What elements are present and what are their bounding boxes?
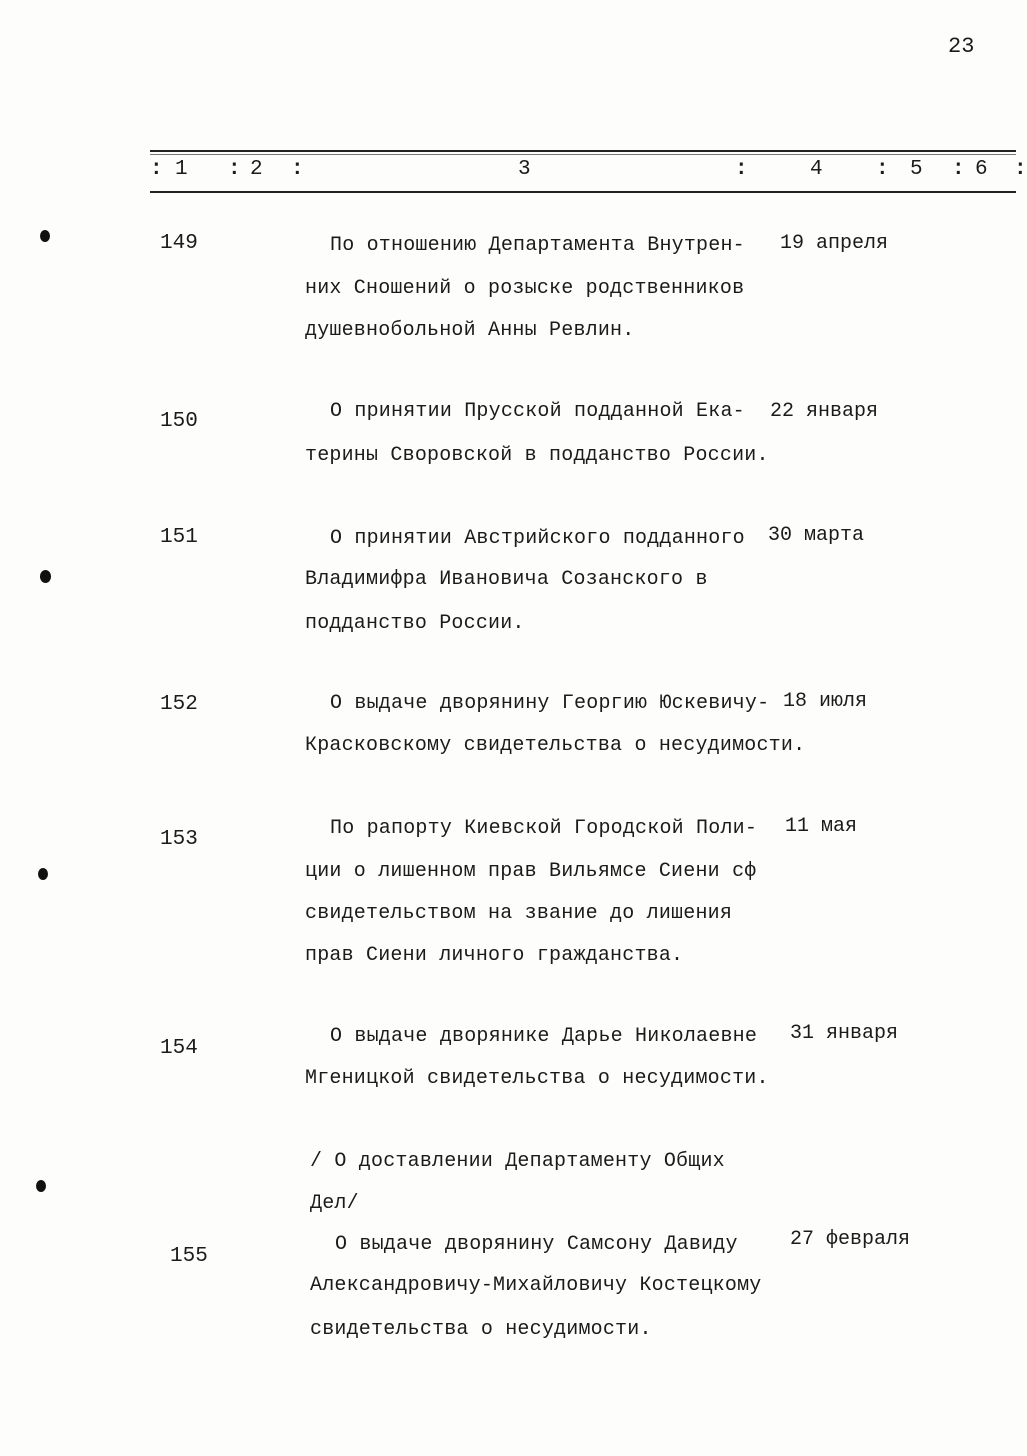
entry-number: 149 <box>160 232 198 255</box>
entry-text-line: Александровичу-Михайловичу Костецкому <box>310 1274 762 1297</box>
entry-text-line: них Сношений о розыске родственников <box>305 277 745 300</box>
header-separator: : <box>228 158 241 181</box>
entry-text-line: свидетельством на звание до лишения <box>305 902 733 925</box>
header-col-4: 4 <box>810 158 823 181</box>
header-rule-top-double <box>150 154 1016 155</box>
entry-date: 27 февраля <box>790 1228 911 1251</box>
entry-text-line: душевнобольной Анны Ревлин. <box>305 319 635 342</box>
entry-text-line: свидетельства о несудимости. <box>310 1318 652 1341</box>
entry-text-line: Дел/ <box>310 1192 359 1215</box>
entry-text-line: Красковскому свидетельства о несудимости. <box>305 734 806 757</box>
entry-text-line: прав Сиени личного гражданства. <box>305 944 684 967</box>
header-separator: : <box>291 158 304 181</box>
entry-number: 155 <box>170 1245 208 1268</box>
header-col-6: 6 <box>975 158 988 181</box>
entry-text-line: О выдаче дворянину Самсону Давиду <box>335 1233 738 1256</box>
entry-text-line: О выдаче дворянину Георгию Юскевичу- <box>330 692 770 715</box>
entry-date: 19 апреля <box>780 232 889 255</box>
entry-date: 18 июля <box>783 690 868 713</box>
page-number: 23 <box>948 34 975 59</box>
header-rule-bottom <box>150 191 1016 193</box>
entry-number: 150 <box>160 410 198 433</box>
header-separator: : <box>150 158 163 181</box>
binding-mark <box>40 570 51 583</box>
entry-text-line: По рапорту Киевской Городской Поли- <box>330 817 758 840</box>
binding-mark <box>36 1180 46 1192</box>
entry-text-line: подданство России. <box>305 612 525 635</box>
header-col-5: 5 <box>910 158 923 181</box>
entry-text-line: Владимифра Ивановича Созанского в <box>305 568 708 591</box>
entry-date: 22 января <box>770 400 879 423</box>
header-separator: : <box>1014 158 1027 181</box>
entry-text-line: / О доставлении Департаменту Общих <box>310 1150 725 1173</box>
binding-mark <box>40 230 50 242</box>
entry-text-line: О выдаче дворянике Дарье Николаевне <box>330 1025 758 1048</box>
header-separator: : <box>876 158 889 181</box>
header-col-1: 1 <box>175 158 188 181</box>
entry-text-line: По отношению Департамента Внутрен- <box>330 234 745 257</box>
header-rule-top <box>150 150 1016 152</box>
header-separator: : <box>952 158 965 181</box>
entry-date: 31 января <box>790 1022 899 1045</box>
entry-number: 154 <box>160 1037 198 1060</box>
header-col-3: 3 <box>518 158 531 181</box>
entry-text-line: Мгеницкой свидетельства о несудимости. <box>305 1067 769 1090</box>
binding-mark <box>38 868 48 880</box>
header-col-2: 2 <box>250 158 263 181</box>
entry-date: 30 марта <box>768 524 865 547</box>
entry-text-line: ции о лишенном прав Вильямсе Сиени сф <box>305 860 757 883</box>
entry-number: 153 <box>160 828 198 851</box>
entry-text-line: О принятии Прусской подданной Ека- <box>330 400 745 423</box>
entry-number: 151 <box>160 526 198 549</box>
entry-date: 11 мая <box>785 815 858 838</box>
header-separator: : <box>735 158 748 181</box>
entry-text-line: терины Своровской в подданство России. <box>305 444 769 467</box>
entry-text-line: О принятии Австрийского подданного <box>330 527 745 550</box>
entry-number: 152 <box>160 693 198 716</box>
